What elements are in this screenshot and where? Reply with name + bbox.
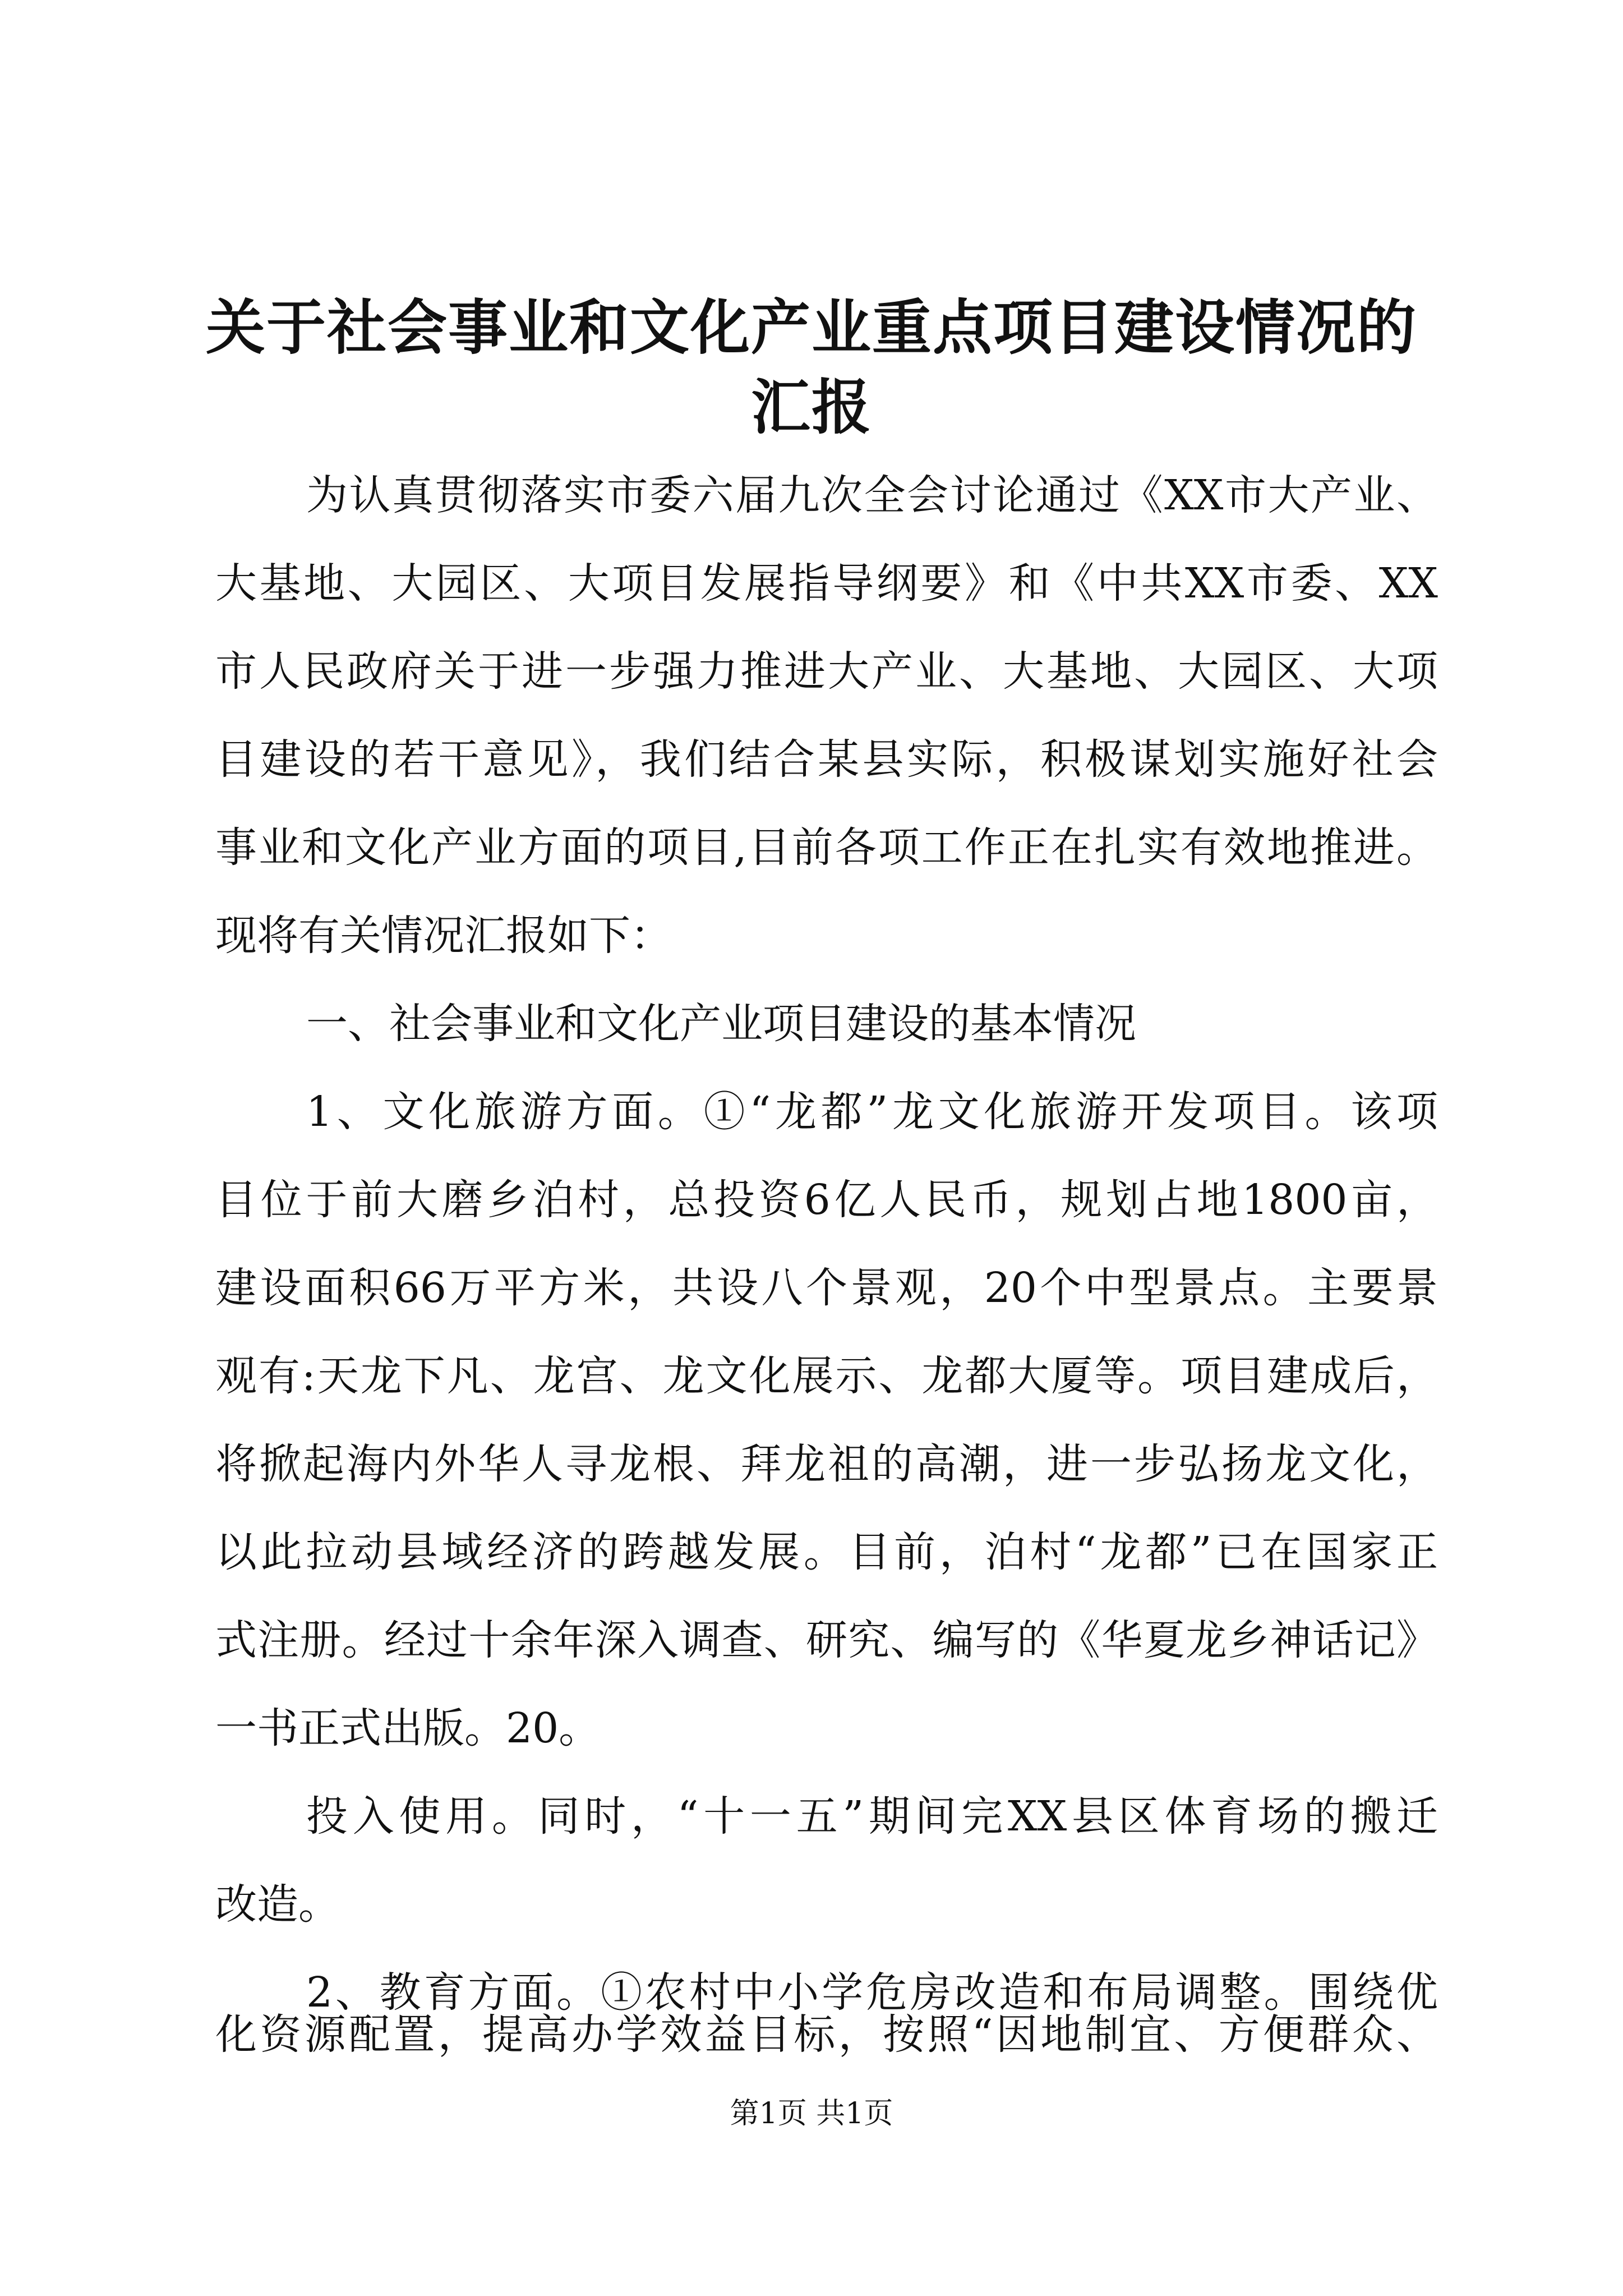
body-line: 投入使用。同时，“十一五”期间完XX县区体育场的搬迁 <box>306 1792 1438 1841</box>
body-line: 化资源配置，提高办学效益目标，按照“因地制宜、方便群众、 <box>215 2010 1438 2059</box>
body-line: 一书正式出版。20。 <box>215 1704 601 1752</box>
body-line: 式注册。经过十余年深入调查、研究、编写的《华夏龙乡神话记》 <box>215 1616 1438 1664</box>
page-number-footer: 第1页 共1页 <box>730 2097 893 2131</box>
section-heading: 一、社会事业和文化产业项目建设的基本情况 <box>306 1000 1136 1048</box>
body-line: 2、教育方面。①农村中小学危房改造和布局调整。围绕优 <box>306 1968 1438 2017</box>
body-line: 将掀起海内外华人寻龙根、拜龙祖的高潮，进一步弘扬龙文化， <box>215 1440 1438 1488</box>
body-line: 以此拉动县域经济的跨越发展。目前，泊村“龙都”已在国家正 <box>215 1528 1438 1576</box>
body-line: 改造。 <box>215 1880 340 1929</box>
body-line: 事业和文化产业方面的项目,目前各项工作正在扎实有效地推进。 <box>215 823 1438 872</box>
body-line: 1、文化旅游方面。①“龙都”龙文化旅游开发项目。该项 <box>306 1088 1438 1136</box>
body-line: 大基地、大园区、大项目发展指导纲要》和《中共XX市委、XX <box>215 559 1438 608</box>
document-title-line-2: 汇报 <box>751 372 872 442</box>
body-line: 目建设的若干意见》，我们结合某县实际，积极谋划实施好社会 <box>215 735 1438 784</box>
body-line: 建设面积66万平方米，共设八个景观，20个中型景点。主要景 <box>215 1264 1438 1312</box>
body-line: 为认真贯彻落实市委六届九次全会讨论通过《XX市大产业、 <box>306 471 1438 519</box>
document-title-line-1: 关于社会事业和文化产业重点项目建设情况的 <box>206 292 1417 362</box>
body-line: 目位于前大磨乡泊村，总投资6亿人民币，规划占地1800亩， <box>215 1176 1438 1224</box>
body-line: 观有:天龙下凡、龙宫、龙文化展示、龙都大厦等。项目建成后， <box>215 1352 1438 1400</box>
body-line: 市人民政府关于进一步强力推进大产业、大基地、大园区、大项 <box>215 647 1438 696</box>
body-line: 现将有关情况汇报如下： <box>215 912 672 960</box>
